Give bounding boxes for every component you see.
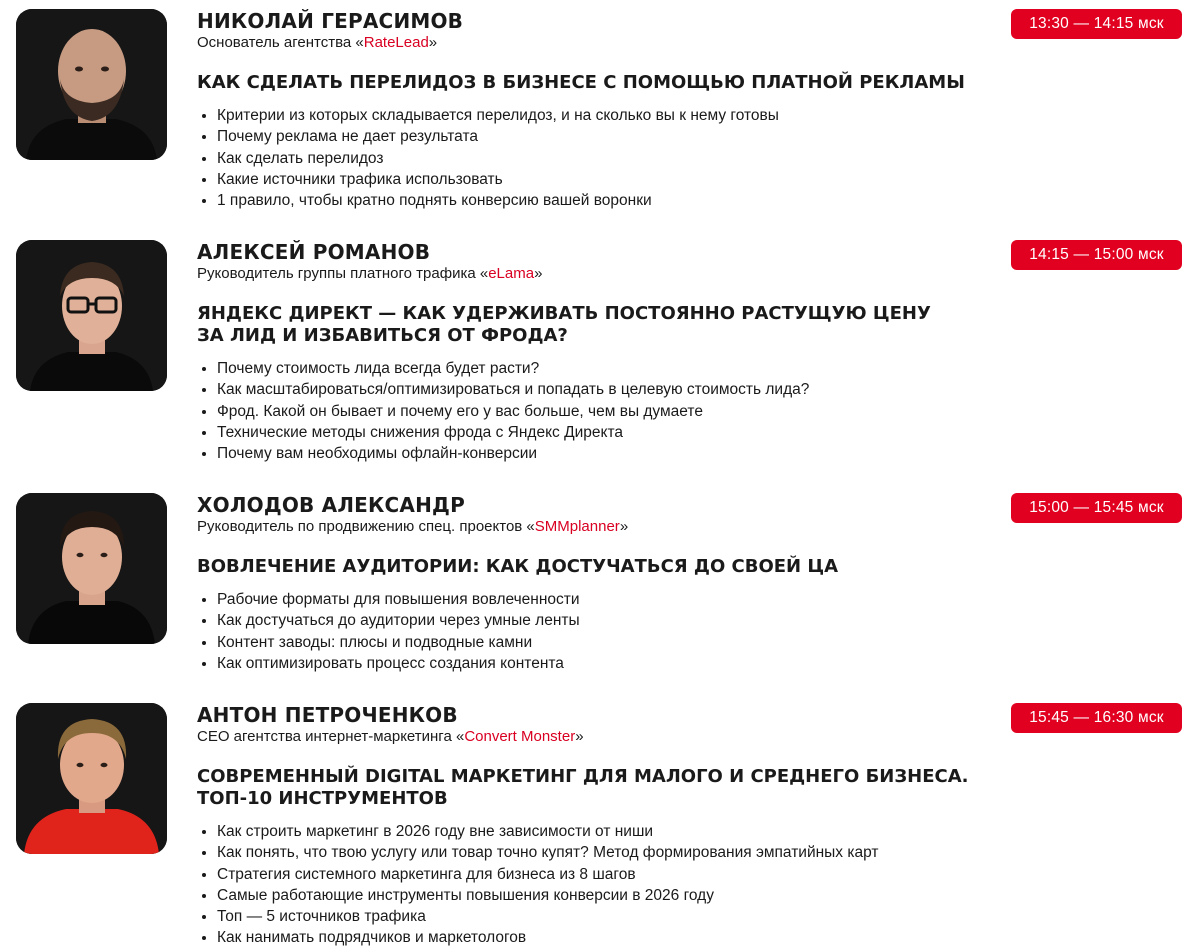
role-text: CEO агентства интернет-маркетинга «	[197, 728, 465, 745]
list-item: Как масштабироваться/оптимизироваться и попадать в целевую стоимость лида?	[197, 379, 987, 400]
talk-topic: СОВРЕМЕННЫЙ DIGITAL МАРКЕТИНГ ДЛЯ МАЛОГО И СРЕДНЕГО БИЗНЕСА. ТОП-10 ИНСТРУМЕНТОВ	[197, 766, 969, 809]
time-badge: 15:45 — 16:30 мск	[1011, 703, 1182, 733]
company-link[interactable]: RateLead	[363, 34, 429, 51]
list-item: Как понять, что твою услугу или товар точно купят? Метод формирования эмпатийных карт	[197, 842, 987, 863]
speaker-name: НИКОЛАЙ ГЕРАСИМОВ	[197, 9, 464, 33]
talk-topic: ВОВЛЕЧЕНИЕ АУДИТОРИИ: КАК ДОСТУЧАТЬСЯ ДО СВОЕЙ ЦА	[197, 556, 839, 577]
role-suffix: »	[575, 728, 584, 745]
list-item: Самые работающие инструменты повышения конверсии в 2026 году	[197, 885, 987, 906]
talk-points	[197, 821, 987, 949]
list-item: Технические методы снижения фрода с Яндекс Директа	[197, 422, 987, 443]
list-item: Как оптимизировать процесс создания контента	[197, 653, 987, 674]
speaker-role	[197, 33, 987, 53]
list-item: 1 правило, чтобы кратно поднять конверсию вашей воронки	[197, 190, 987, 211]
role-text: Руководитель по продвижению спец. проектов «	[197, 518, 535, 535]
list-item: Почему вам необходимы офлайн-конверсии	[197, 443, 987, 464]
time-badge: 15:00 — 15:45 мск	[1011, 493, 1182, 523]
list-item: Как достучаться до аудитории через умные ленты	[197, 610, 987, 631]
list-item: Какие источники трафика использовать	[197, 169, 987, 190]
list-item: Топ — 5 источников трафика	[197, 906, 987, 927]
list-item: Фрод. Какой он бывает и почему его у вас больше, чем вы думаете	[197, 401, 987, 422]
list-item: Критерии из которых складывается перелидоз, и на сколько вы к нему готовы	[197, 105, 987, 126]
speaker-photo	[16, 493, 167, 644]
talk-topic: ЯНДЕКС ДИРЕКТ — КАК УДЕРЖИВАТЬ ПОСТОЯННО РАСТУЩУЮ ЦЕНУ ЗА ЛИД И ИЗБАВИТЬСЯ ОТ ФРОДА?	[197, 303, 931, 346]
list-item: Стратегия системного маркетинга для бизнеса из 8 шагов	[197, 864, 987, 885]
time-badge: 14:15 — 15:00 мск	[1011, 240, 1182, 270]
role-text: Руководитель группы платного трафика «	[197, 265, 489, 282]
speaker-name: АНТОН ПЕТРОЧЕНКОВ	[197, 703, 458, 727]
talk-points	[197, 589, 987, 674]
speaker-role	[197, 517, 987, 537]
talk-topic: КАК СДЕЛАТЬ ПЕРЕЛИДОЗ В БИЗНЕСЕ С ПОМОЩЬЮ ПЛАТНОЙ РЕКЛАМЫ	[197, 72, 965, 93]
role-text: Основатель агентства «	[197, 34, 364, 51]
talk-points	[197, 358, 987, 464]
list-item: Как сделать перелидоз	[197, 148, 987, 169]
list-item: Как нанимать подрядчиков и маркетологов	[197, 927, 987, 948]
speaker-role	[197, 727, 987, 747]
company-link[interactable]: Convert Monster	[464, 728, 576, 745]
company-link[interactable]: SMMplanner	[534, 518, 620, 535]
list-item: Почему реклама не дает результата	[197, 126, 987, 147]
speaker-role	[197, 264, 987, 284]
list-item: Рабочие форматы для повышения вовлеченности	[197, 589, 987, 610]
speaker-name: АЛЕКСЕЙ РОМАНОВ	[197, 240, 431, 264]
time-badge: 13:30 — 14:15 мск	[1011, 9, 1182, 39]
role-suffix: »	[534, 265, 543, 282]
role-suffix: »	[428, 34, 438, 51]
speaker-name: ХОЛОДОВ АЛЕКСАНДР	[197, 493, 465, 517]
talk-points	[197, 105, 987, 211]
speaker-photo	[16, 703, 167, 854]
list-item: Как строить маркетинг в 2026 году вне зависимости от ниши	[197, 821, 987, 842]
company-link[interactable]: eLama	[488, 265, 535, 282]
role-suffix: »	[619, 518, 629, 535]
speaker-photo	[16, 240, 167, 391]
speaker-photo	[16, 9, 167, 160]
list-item: Почему стоимость лида всегда будет расти?	[197, 358, 987, 379]
list-item: Контент заводы: плюсы и подводные камни	[197, 632, 987, 653]
